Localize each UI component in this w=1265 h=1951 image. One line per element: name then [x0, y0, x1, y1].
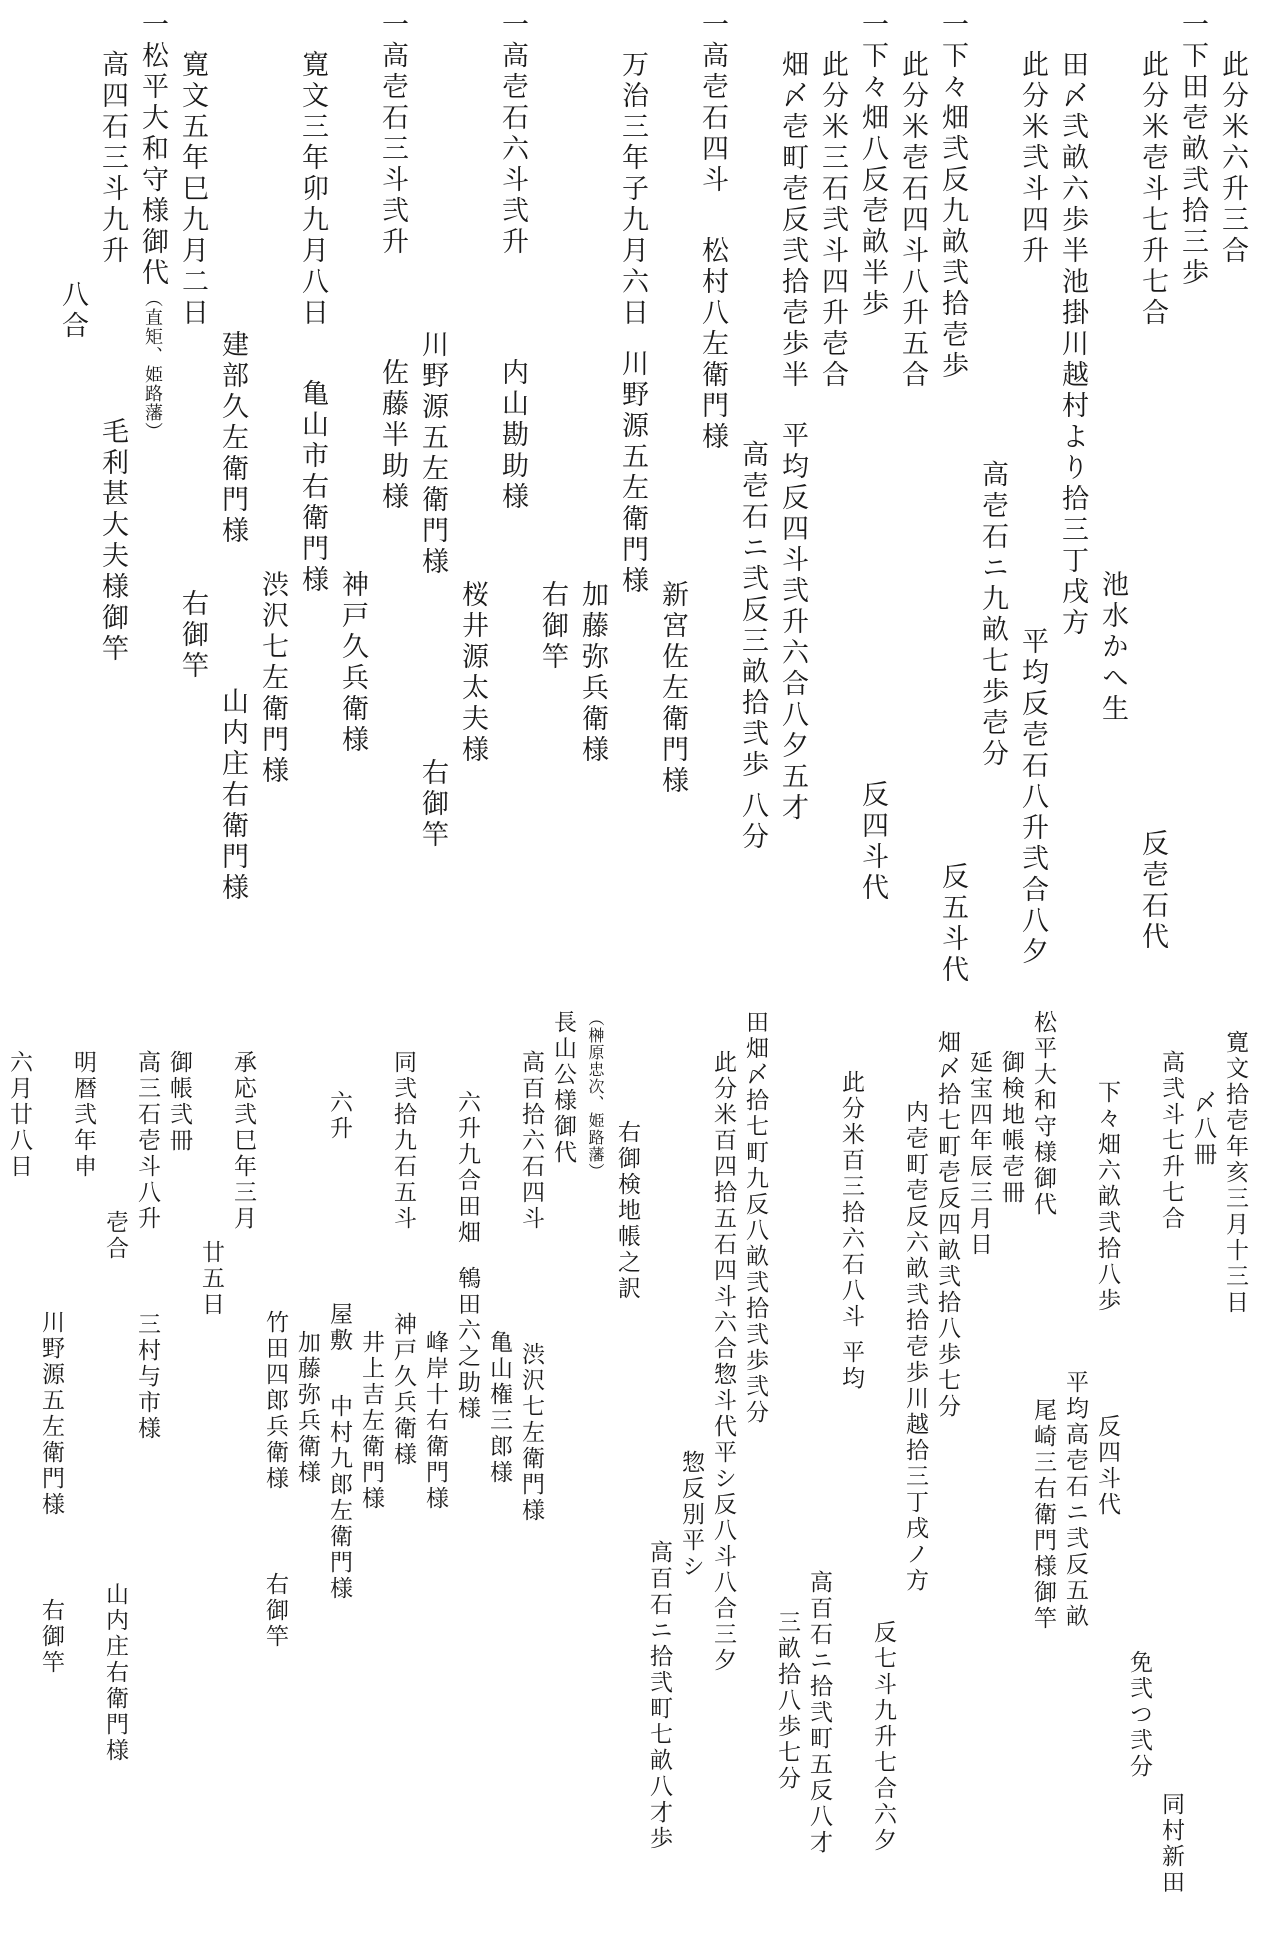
text-column	[1217, 10, 1247, 970]
text-segment: 此分米壱石四斗八升五合	[897, 50, 928, 391]
text-segment: 此分米壱斗七升七合	[1137, 50, 1168, 329]
text-segment: 平均反壱石八升弐合八夕	[1017, 627, 1048, 968]
text-segment: 十三日	[1222, 1238, 1248, 1316]
text-segment: 内壱町壱反六畝弐拾壱歩川越拾三丁戌ノ方	[902, 1100, 928, 1594]
text-column	[1191, 1010, 1215, 1945]
text-segment: 此分米三石弐斗四升壱合	[817, 50, 848, 391]
text-segment: 長山公様御代	[550, 1010, 576, 1166]
text-segment: 山内庄右衛門様	[217, 687, 248, 904]
text-column	[937, 10, 968, 986]
text-segment: 神戸久兵衛様	[390, 1312, 416, 1468]
text-segment: 建部久左衛門様	[217, 330, 248, 547]
text-segment: 新宮佐左衛門様	[657, 580, 688, 797]
text-column	[519, 1010, 543, 1945]
text-segment: 右御竿	[417, 758, 448, 851]
text-column	[775, 1010, 799, 1945]
text-segment: 承応弐巳年三月	[230, 1050, 256, 1232]
text-segment: 惣反別平シ	[678, 1450, 704, 1580]
text-column	[577, 10, 607, 970]
text-segment: 八合	[57, 280, 88, 342]
text-segment: 内山勘助様	[497, 358, 528, 513]
text-segment: 一高壱石六斗弐升	[497, 10, 528, 258]
text-column	[257, 10, 287, 970]
text-column	[1017, 10, 1047, 970]
text-column	[377, 10, 407, 970]
text-segment: 神戸久兵衛様	[337, 570, 368, 756]
text-segment: 桜井源太夫様	[457, 580, 488, 766]
text-segment: 川野源五左衛門様	[617, 349, 648, 597]
text-column	[551, 1010, 575, 1945]
text-column	[263, 1010, 287, 1945]
text-column	[487, 1010, 511, 1945]
text-column	[103, 1010, 127, 1945]
text-segment: 亀山権三郎様	[486, 1330, 512, 1486]
text-column	[817, 10, 847, 970]
text-segment: 平均	[838, 1340, 864, 1392]
text-segment: 一下田壱畝弐拾三歩	[1177, 10, 1208, 289]
text-segment: 加藤弥兵衛様	[577, 580, 608, 766]
text-column	[97, 10, 127, 970]
text-segment: 御帳弐冊	[166, 1050, 192, 1154]
text-segment: 右御竿	[38, 1598, 64, 1676]
text-column	[177, 10, 207, 970]
text-segment: 惣斗代平シ反八斗八合三夕	[710, 1362, 736, 1674]
text-column	[1057, 10, 1087, 970]
text-segment: 八分	[737, 791, 768, 853]
text-column	[537, 10, 567, 970]
text-segment: 三畝拾八歩七分	[774, 1610, 800, 1792]
text-segment: 廿五日	[198, 1240, 224, 1318]
text-segment: 此分米六升三合	[1217, 50, 1248, 267]
text-segment: 六升九合田畑	[454, 1090, 480, 1246]
text-column	[897, 10, 927, 970]
text-segment: 高百石ニ拾弐町五反八才	[806, 1570, 832, 1856]
text-segment: 明暦弐年申	[70, 1050, 96, 1180]
text-segment: 同村新田	[1158, 1792, 1184, 1896]
text-segment: 渋沢七左衛門様	[518, 1342, 544, 1524]
text-column	[1095, 1010, 1119, 1945]
text-column	[295, 1010, 319, 1945]
text-column	[423, 1010, 447, 1945]
text-column	[327, 1010, 351, 1945]
text-column	[777, 10, 807, 970]
text-segment: 佐藤半助様	[377, 358, 408, 513]
text-segment: 下々畑六畝弐拾八歩	[1094, 1080, 1120, 1314]
text-column	[337, 10, 367, 970]
text-segment: 一下々畑八反壱畝半歩	[857, 10, 888, 320]
text-column	[617, 10, 647, 970]
text-segment: 六升	[326, 1090, 352, 1142]
text-column	[743, 1010, 767, 1945]
text-column	[1177, 10, 1207, 970]
text-segment: 寛文拾壱年亥三月	[1222, 1030, 1248, 1238]
text-segment: 反七斗九升七合六夕	[870, 1620, 896, 1854]
text-segment: 同弐拾九石五斗	[390, 1050, 416, 1232]
text-column	[583, 1010, 607, 1945]
text-segment: 三村与市様	[134, 1312, 160, 1442]
text-segment: 峰岸十右衛門様	[422, 1330, 448, 1512]
lower-text-block	[0, 1010, 1265, 1945]
text-segment: 高三石壱斗八升	[134, 1050, 160, 1232]
text-column	[57, 10, 87, 970]
text-segment: 中村九郎左衛門様	[326, 1394, 352, 1602]
text-column	[135, 1010, 159, 1945]
text-segment: 畑〆拾七町壱反四畝弐拾八歩七分	[934, 1030, 960, 1420]
text-segment: （榊原忠次、姫路藩）	[586, 1010, 605, 1180]
text-column	[615, 1010, 639, 1945]
text-segment: 渋沢七左衛門様	[257, 570, 288, 787]
text-column	[839, 1010, 863, 1945]
text-column	[1223, 1010, 1247, 1945]
text-segment: 万治三年子九月六日	[617, 50, 648, 329]
text-segment: 竹田四郎兵衛様	[262, 1310, 288, 1492]
text-segment: 反五斗代	[937, 862, 968, 986]
text-segment: 松村八左衛門様	[697, 236, 728, 453]
text-segment: 高弐斗七升七合	[1158, 1050, 1184, 1232]
text-column	[657, 10, 687, 970]
text-column	[359, 1010, 383, 1945]
text-column	[1127, 1010, 1151, 1945]
text-column	[217, 10, 247, 970]
text-segment: 尾崎三右衛門様御竿	[1030, 1398, 1056, 1632]
text-segment: 平均反四斗弐升六合八夕五才	[777, 421, 808, 824]
text-column	[737, 10, 767, 970]
text-segment: 此分米百四拾五石四斗六合	[710, 1050, 736, 1362]
text-column	[647, 1010, 671, 1945]
text-column	[457, 10, 487, 970]
text-column	[871, 1010, 895, 1945]
text-column	[455, 1010, 479, 1945]
text-column	[1063, 1010, 1087, 1945]
text-column	[391, 1010, 415, 1945]
text-segment: 延宝四年辰三月日	[966, 1050, 992, 1258]
text-column	[679, 1010, 703, 1945]
text-segment: 毛利甚大夫様御竿	[97, 417, 128, 665]
text-column	[137, 10, 167, 970]
text-segment: 井上吉左衛門様	[358, 1330, 384, 1512]
text-segment: 反四斗代	[857, 780, 888, 904]
text-segment: 壱合	[102, 1210, 128, 1262]
text-segment: 〆八冊	[1190, 1090, 1216, 1168]
text-segment: 六月廿八日	[6, 1050, 32, 1180]
text-column	[977, 10, 1007, 970]
text-segment: 高四石三斗九升	[97, 50, 128, 267]
text-segment: 川野源五左衛門様	[38, 1310, 64, 1518]
text-column	[807, 1010, 831, 1945]
text-segment: 一下々畑弐反九畝弐拾壱歩	[937, 10, 968, 382]
text-column	[1097, 10, 1127, 970]
text-segment: 右御検地帳之訳	[614, 1120, 640, 1302]
text-column	[697, 10, 727, 970]
text-segment: 高壱石ニ弐反三畝拾弐歩	[737, 440, 768, 781]
text-column	[711, 1010, 735, 1945]
text-column	[7, 1010, 31, 1945]
text-segment: 山内庄右衛門様	[102, 1582, 128, 1764]
text-segment: 鴾田六之助様	[454, 1266, 480, 1422]
text-segment: 寛文三年卯九月八日	[297, 50, 328, 329]
text-column	[231, 1010, 255, 1945]
text-segment: 右御竿	[177, 589, 208, 682]
text-segment: 右御竿	[537, 580, 568, 673]
text-segment: 高百石ニ拾弐町七畝八才	[646, 1540, 672, 1826]
text-segment: （直矩、姫路藩）	[142, 289, 163, 441]
text-column	[39, 1010, 63, 1945]
text-segment: 此分米弐斗四升	[1017, 50, 1048, 267]
text-segment: 弐分	[742, 1374, 768, 1426]
text-segment: 反四斗代	[1094, 1414, 1120, 1518]
text-segment: 歩	[646, 1826, 672, 1852]
text-column	[999, 1010, 1023, 1945]
text-segment: 一松平大和守様御代	[137, 10, 168, 289]
text-segment: 免弐つ弐分	[1126, 1650, 1152, 1780]
text-segment: 屋敷	[326, 1302, 352, 1354]
text-column	[903, 1010, 927, 1945]
text-column	[71, 1010, 95, 1945]
text-segment: 高百拾六石四斗	[518, 1050, 544, 1232]
text-column	[857, 10, 887, 970]
text-column	[1137, 10, 1167, 970]
text-column	[199, 1010, 223, 1945]
text-segment: 御検地帳壱冊	[998, 1050, 1024, 1206]
upper-text-block	[0, 10, 1265, 986]
text-segment: 田〆弐畝六歩半池掛川越村より拾三丁戌方	[1057, 50, 1088, 639]
text-column	[935, 1010, 959, 1945]
text-column	[417, 10, 447, 970]
text-segment: 反壱石代	[1137, 829, 1168, 953]
text-column	[497, 10, 527, 970]
text-segment: 松平大和守様御代	[1030, 1010, 1056, 1218]
text-segment: 右御竿	[262, 1572, 288, 1650]
text-column	[1031, 1010, 1055, 1945]
text-segment: 池水かへ生	[1097, 570, 1128, 725]
text-segment: 加藤弥兵衛様	[294, 1330, 320, 1486]
text-segment: 一高壱石三斗弐升	[377, 10, 408, 258]
text-segment: 一高壱石四斗	[697, 10, 728, 196]
text-segment: 畑〆壱町壱反弐拾壱歩半	[777, 50, 808, 391]
text-segment: 寛文五年巳九月二日	[177, 50, 208, 329]
text-segment: 田畑〆拾七町九反八畝弐拾弐歩	[742, 1010, 768, 1374]
text-segment: 此分米百三拾六石八斗	[838, 1070, 864, 1330]
text-segment: 平均高壱石ニ弐反五畝	[1062, 1370, 1088, 1630]
text-column	[1159, 1010, 1183, 1945]
text-column	[297, 10, 327, 970]
text-segment: 亀山市右衛門様	[297, 379, 328, 596]
text-segment: 川野源五左衛門様	[417, 330, 448, 578]
text-column	[167, 1010, 191, 1945]
text-segment: 高壱石ニ九畝七歩壱分	[977, 460, 1008, 770]
text-column	[967, 1010, 991, 1945]
